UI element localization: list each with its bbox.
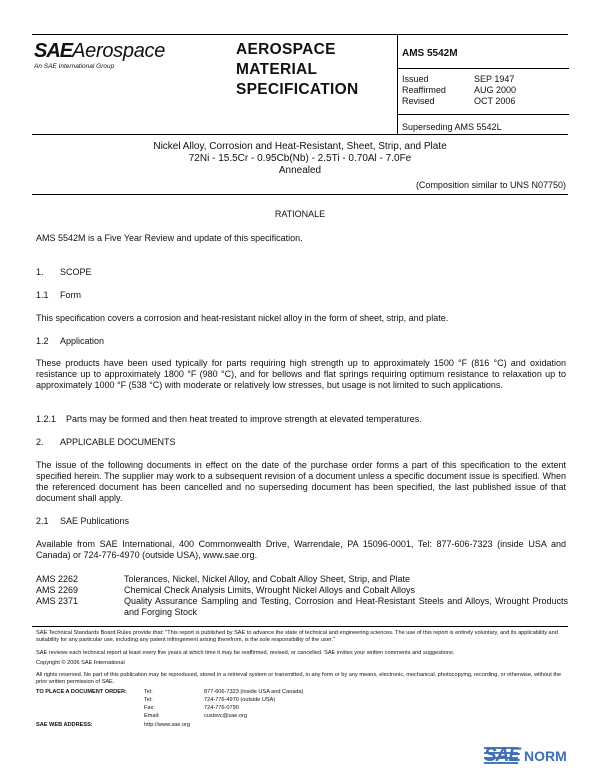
order-tel-outside: 724-776-4970 (outside USA) [204,697,276,703]
section-1-1-text: This specification covers a corrosion and heat-resistant nickel alloy in the form of sheet, strip, and plate. [36,313,449,323]
sae-norm-watermark: SAE NORM [484,744,584,775]
footer-copyright: Copyright © 2006 SAE International [36,660,125,666]
order-email-link[interactable]: custsvc@sae.org [204,713,247,719]
document-number: AMS 5542M [402,48,458,59]
section-2-1-text: Available from SAE International, 400 Commonwealth Drive, Warrendale, PA 15096-0001, Tel: 877-606-7323 (inside USA and Canada) or 724-776-4970 (outside USA), www.sae.org. [36,539,566,560]
superseding-note: Superseding AMS 5542L [402,122,502,132]
sae-web-link[interactable]: http://www.sae.org [144,722,191,728]
section-1-2-text: These products have been used typically for parts requiring high strength up to approximately 1500 °F (816 °C) and oxidation resistance up to approximately 1800 °F (980 °C), and for bellows and flat springs requiring optimum resistance to relaxation up to approximately 1000 °F (538 °C) with moderate or relatively low stresses, but usage is not limited to such applications. [36,358,566,390]
section-1-heading: 1. SCOPE [36,267,92,277]
section-2-heading: 2. APPLICABLE DOCUMENTS [36,437,176,447]
footer-review-text: SAE reviews each technical report at least every five years at which time it may be reaffirmed, revised, or cancelled. SAE invites your written comments and suggestions. [36,650,455,656]
document-dates: Issued SEP 1947 Reaffirmed AUG 2000 Revised OCT 2006 [402,74,517,106]
section-1-2-1: 1.2.1 Parts may be formed and then heat treated to improve strength at elevated temperatures. [36,414,422,424]
material-rule [32,194,568,195]
section-2-1-heading: 2.1 SAE Publications [36,516,130,526]
sae-aerospace-logo: SAEAerospace An SAE International Group [34,40,166,70]
rationale-text: AMS 5542M is a Five Year Review and update of this specification. [36,233,303,243]
document-type-title: AEROSPACE MATERIAL SPECIFICATION [236,41,359,98]
reference-row: AMS 2262 Tolerances, Nickel, Nickel Alloy, and Cobalt Alloy Sheet, Strip, and Plate [36,574,410,584]
composition-note: (Composition similar to UNS N07750) [415,180,566,190]
footer-rule [32,626,568,627]
reference-row: AMS 2371 Quality Assurance Sampling and Testing, Corrosion and Heat-Resistant Steels and Alloys, Wrought Products and Forging Stock [36,596,568,617]
section-1-1-heading: 1.1 Form [36,290,81,300]
order-contact-block: TO PLACE A DOCUMENT ORDER: Tel: 877-606-7323 (inside USA and Canada) Tel: 724-776-4970 (outside USA) Fax: 724-776-0790 Email: custsvc@sae.org [36,689,304,719]
material-title: Nickel Alloy, Corrosion and Heat-Resistant, Sheet, Strip, and Plate [153,141,447,152]
footer-rights-text: All rights reserved. No part of this publication may be reproduced, stored in a retrieval system or transmitted, in any form or by any means, electronic, mechanical, photocopying, recording, or otherwise, without the prior written permission of SAE. [36,672,562,685]
footer-rules-text: SAE Technical Standards Board Rules provide that: "This report is published by SAE to advance the state of technical and engineering sciences. The use of this report is entirely voluntary, and its applicability and suitability for any particular use, including any patent infringement arising therefrom, is the sole responsibility of the user." [36,630,558,643]
web-address-block: SAE WEB ADDRESS: http://www.sae.org [36,722,191,728]
section-2-text: The issue of the following documents in effect on the date of the purchase order forms a part of this specification to the extent specified herein. The supplier may work to a subsequent revision of a document unless a specific document issue is specified. When the referenced document has been cancelled and no superseding document has been specified, the last published issue of that document shall apply. [36,460,566,503]
header-bottom-rule [32,134,568,135]
material-composition-line: 72Ni - 15.5Cr - 0.95Cb(Nb) - 2.5Ti - 0.70Al - 7.0Fe [188,153,412,164]
order-tel-inside: 877-606-7323 (inside USA and Canada) [204,689,304,695]
order-fax: 724-776-0790 [204,705,239,711]
material-condition: Annealed [278,165,322,176]
rationale-heading: RATIONALE [274,209,326,219]
reference-row: AMS 2269 Chemical Check Analysis Limits, Wrought Nickel Alloys and Cobalt Alloys [36,585,415,595]
section-1-2-heading: 1.2 Application [36,336,105,346]
